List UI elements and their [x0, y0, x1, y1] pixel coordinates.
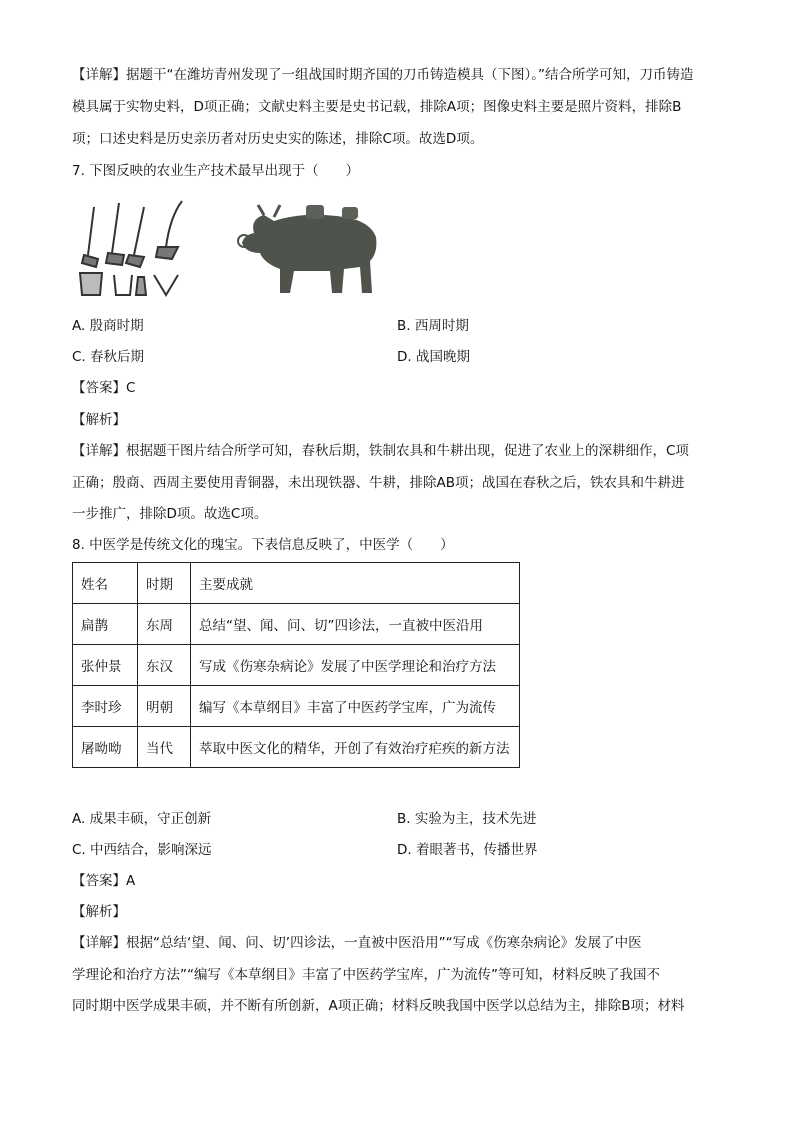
q8-option-a: A. 成果丰硕，守正创新: [72, 811, 212, 827]
table-cell: 萃取中医文化的精华，开创了有效治疗疟疾的新方法: [191, 727, 520, 768]
q8-detail-line-3: 同时期中医学成果丰硕，并不断有所创新，A项正确；材料反映我国中医学以总结为主，排除B项；材料: [72, 998, 685, 1014]
q7-detail-line-1: 【详解】根据题干图片结合所学可知，春秋后期，铁制农具和牛耕出现，促进了农业上的深耕细作，C项: [72, 443, 689, 459]
q8-option-c: C. 中西结合，影响深远: [72, 842, 212, 858]
q7-option-d: D. 战国晚期: [397, 349, 470, 365]
table-cell: 东周: [138, 604, 191, 645]
q6-detail-line-3: 项；口述史料是历史亲历者对历史史实的陈述，排除C项。故选D项。: [72, 131, 484, 147]
table-row: [73, 604, 520, 645]
q8-option-d: D. 着眼著书，传播世界: [397, 842, 538, 858]
table-cell: 总结“望、闻、问、切”四诊法，一直被中医沿用: [191, 604, 520, 645]
table-cell: 当代: [138, 727, 191, 768]
table-cell: 明朝: [138, 686, 191, 727]
table-cell: 写成《伤寒杂病论》发展了中医学理论和治疗方法: [191, 645, 520, 686]
table-row: [73, 645, 520, 686]
q7-analysis-heading: 【解析】: [72, 412, 126, 428]
iron-tools-and-ox-zun-illustration: [74, 197, 394, 302]
table-cell: 李时珍: [73, 686, 138, 727]
table-row: [73, 727, 520, 768]
iron-tools-icon: [80, 201, 182, 295]
q7-option-a: A. 殷商时期: [72, 318, 144, 334]
table-header-row: [73, 563, 520, 604]
q7-question: 7. 下图反映的农业生产技术最早出现于（ ）: [72, 163, 360, 179]
q8-option-b: B. 实验为主，技术先进: [397, 811, 537, 827]
q8-detail-line-1: 【详解】根据“总结‘望、闻、问、切’四诊法，一直被中医沿用”“写成《伤寒杂病论》发展了中医: [72, 935, 642, 951]
table-cell: 编写《本草纲目》丰富了中医药学宝库，广为流传: [191, 686, 520, 727]
q7-detail-line-2: 正确；殷商、西周主要使用青铜器，未出现铁器、牛耕，排除AB项；战国在春秋之后，铁农具和牛耕进: [72, 475, 685, 491]
q8-analysis-heading: 【解析】: [72, 904, 126, 920]
q6-detail-line-1: 【详解】据题干“在潍坊青州发现了一组战国时期齐国的刀币铸造模具（下图）。”结合所学可知，刀币铸造: [72, 67, 694, 83]
q7-figure: [74, 197, 394, 302]
table-cell: 扁鹊: [73, 604, 138, 645]
q8-question: 8. 中医学是传统文化的瑰宝。下表信息反映了，中医学（ ）: [72, 537, 454, 553]
table-cell: 张仲景: [73, 645, 138, 686]
q7-detail-line-3: 一步推广，排除D项。故选C项。: [72, 506, 268, 522]
table-cell: 屠呦呦: [73, 727, 138, 768]
q7-option-c: C. 春秋后期: [72, 349, 145, 365]
q8-detail-line-2: 学理论和治疗方法”“编写《本草纲目》丰富了中医药学宝库，广为流传”等可知，材料反映了我国不: [72, 967, 660, 983]
q8-answer: 【答案】A: [72, 873, 136, 889]
q7-option-b: B. 西周时期: [397, 318, 469, 334]
table-header-cell: 主要成就: [191, 563, 520, 604]
table-row: [73, 686, 520, 727]
q7-answer: 【答案】C: [72, 380, 136, 396]
ox-zun-bronze-icon: [238, 205, 376, 293]
table-header-cell: 姓名: [73, 563, 138, 604]
table-cell: 东汉: [138, 645, 191, 686]
q6-detail-line-2: 模具属于实物史料，D项正确；文献史料主要是史书记载，排除A项；图像史料主要是照片资料，排除B: [72, 99, 682, 115]
medicine-table: [72, 562, 520, 768]
table-header-cell: 时期: [138, 563, 191, 604]
